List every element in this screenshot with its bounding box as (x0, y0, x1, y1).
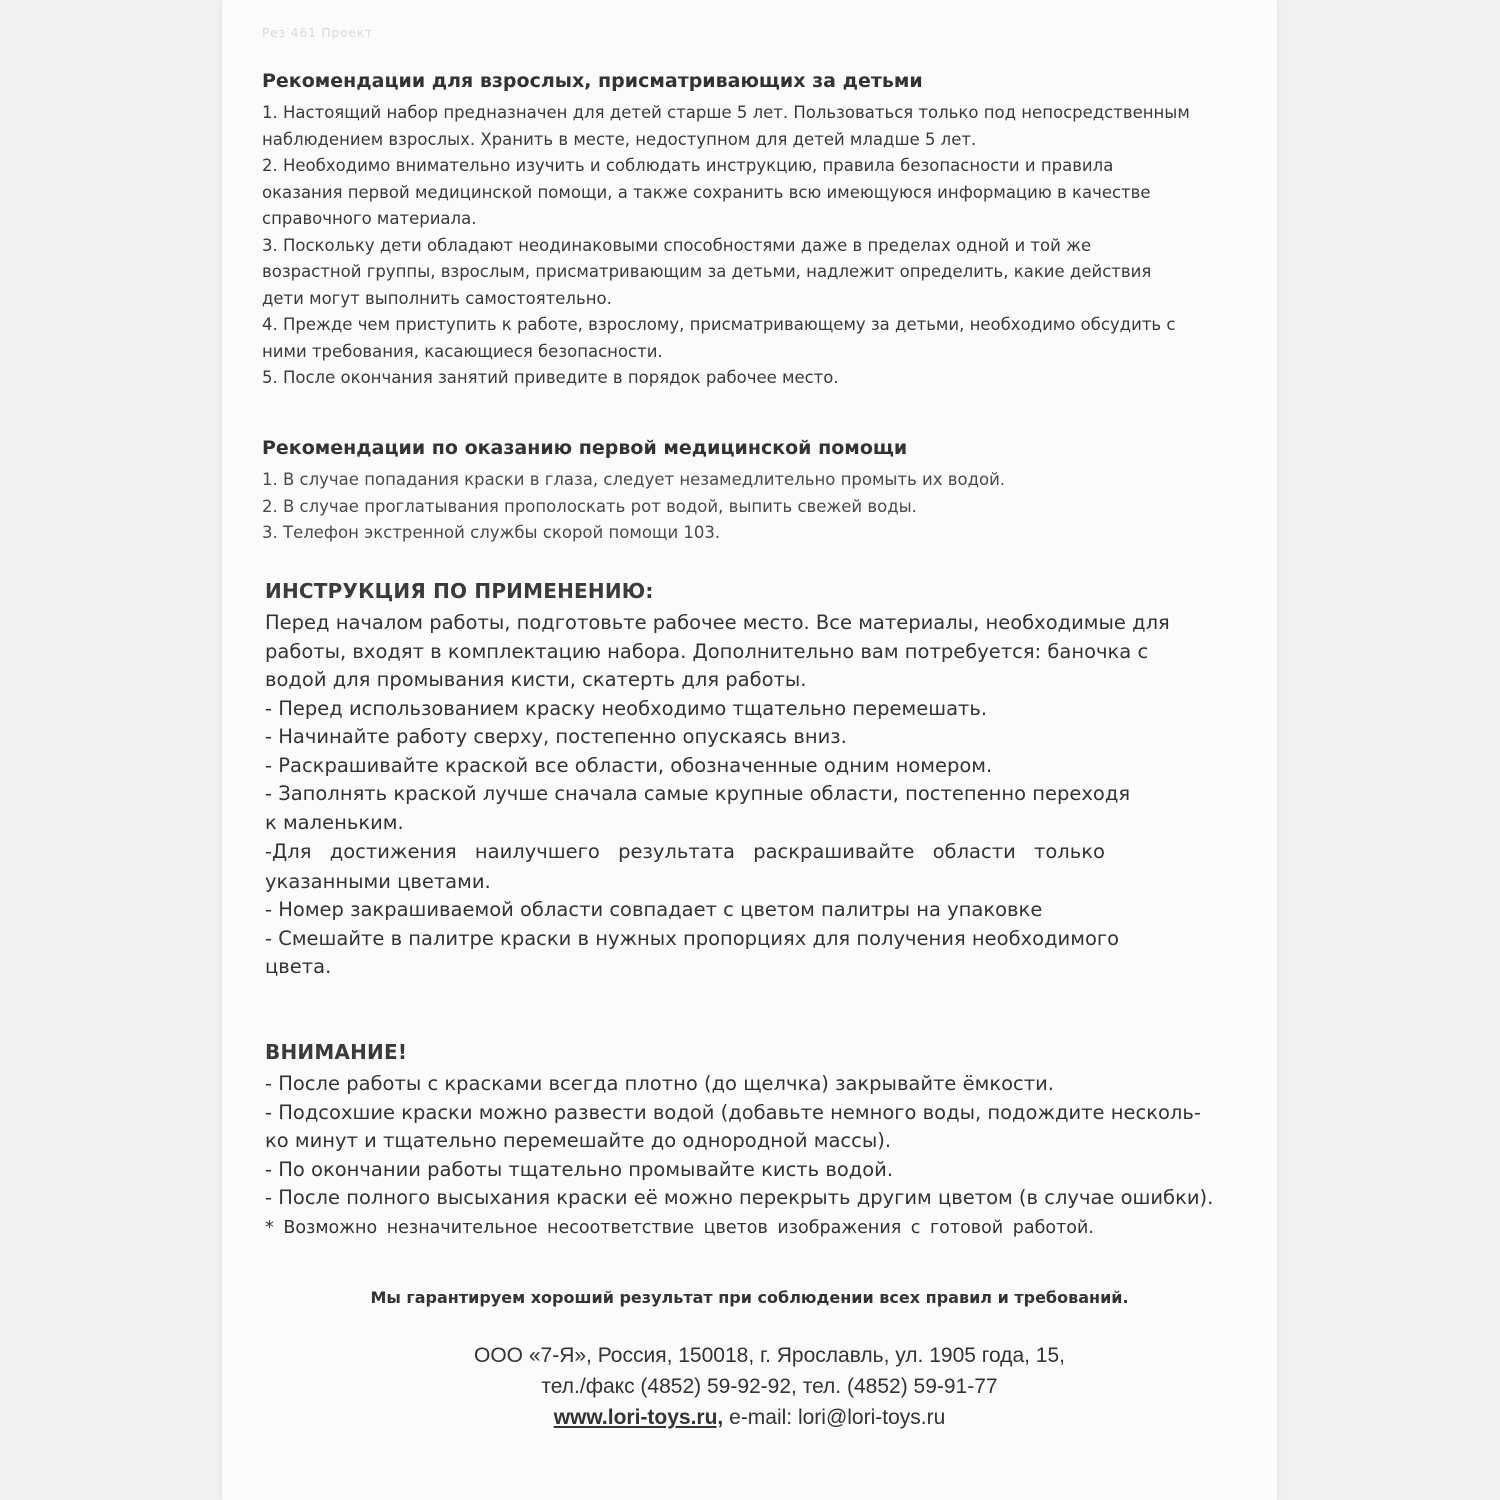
instruction-line: Перед началом работы, подготовьте рабочее место. Все материалы, необходимые для (265, 611, 1170, 634)
footer-contacts (222, 1402, 1277, 1433)
first-aid-line: 1. В случае попадания краски в глаза, следует незамедлительно промыть их водой. (262, 470, 1006, 489)
instruction-word: достижения (329, 840, 457, 863)
instructions-text-a (265, 609, 1235, 837)
attention-line: - После полного высыхания краски её можно перекрыть другим цветом (в случае ошибки). (265, 1186, 1214, 1209)
header-mark: Рез 461 Проект (262, 26, 374, 40)
instruction-line: цвета. (265, 955, 332, 978)
attention-section (265, 1040, 1235, 1243)
instruction-line: к маленьким. (265, 810, 404, 834)
adults-line: возрастной группы, взрослым, присматривающим за детьми, надлежит определить, какие действия (262, 262, 1152, 281)
instruction-word: только (1034, 840, 1105, 863)
first-aid-section (262, 437, 1232, 547)
adults-line: наблюдением взрослых. Хранить в месте, недоступном для детей младше 5 лет. (262, 129, 977, 149)
instruction-line: указанными цветами. (265, 869, 491, 893)
instructions-text-b (265, 868, 1235, 982)
website-link[interactable]: www.lori-toys.ru, (553, 1406, 724, 1429)
instruction-word: области (932, 840, 1016, 863)
adults-title: Рекомендации для взрослых, присматривающих за детьми (262, 70, 923, 92)
instruction-line: - Перед использованием краску необходимо тщательно перемешать. (265, 696, 988, 720)
instructions-justified-line (265, 837, 1105, 868)
instruction-word: раскрашивайте (753, 840, 915, 863)
attention-text (265, 1070, 1235, 1213)
adults-line: 2. Необходимо внимательно изучить и соблюдать инструкцию, правила безопасности и правила (262, 156, 1114, 175)
first-aid-title: Рекомендации по оказанию первой медицинской помощи (262, 437, 908, 459)
attention-line: - После работы с красками всегда плотно (до щелчка) закрывайте ёмкости. (265, 1072, 1054, 1095)
adults-section (262, 70, 1232, 392)
adults-line: 3. Поскольку дети обладают неодинаковыми способностями даже в пределах одной и той же (262, 235, 1092, 255)
instruction-word: -Для (265, 840, 312, 863)
instruction-word: результата (618, 840, 735, 863)
adults-line: дети могут выполнить самостоятельно. (262, 288, 612, 308)
instruction-line: - Начинайте работу сверху, постепенно опускаясь вниз. (265, 725, 847, 748)
instruction-line: - Заполнять краской лучше сначала самые крупные области, постепенно переходя (265, 782, 1131, 805)
instruction-line: работы, входят в комплектацию набора. Дополнительно вам потребуется: баночка с (265, 639, 1149, 663)
adults-line: справочного материала. (262, 209, 477, 228)
attention-line: - Подсохшие краски можно развести водой (добавьте немного воды, подождите несколь- (265, 1100, 1201, 1124)
adults-line: 4. Прежде чем приступить к работе, взрослому, присматривающему за детьми, необходимо обсудить с (262, 315, 1176, 334)
adults-text (262, 100, 1232, 392)
adults-line: 1. Настоящий набор предназначен для детей старше 5 лет. Пользоваться только под непосредственным (262, 103, 1190, 122)
footer-email: e-mail: lori@lori-toys.ru (723, 1406, 946, 1429)
adults-line: оказания первой медицинской помощи, а также сохранить всю имеющуюся информацию в качестве (262, 182, 1151, 202)
instruction-line: - Раскрашивайте краской все области, обозначенные одним номером. (265, 753, 993, 777)
instruction-word: наилучшего (474, 840, 600, 863)
instructions-section (265, 579, 1235, 982)
company-footer (222, 1340, 1277, 1433)
attention-line: ко минут и тщательно перемешайте до однородной массы). (265, 1129, 892, 1152)
first-aid-text (262, 467, 1232, 547)
attention-note: * Возможно незначительное несоответствие цветов изображения с готовой работой. (265, 1217, 1094, 1238)
first-aid-line: 2. В случае проглатывания прополоскать рот водой, выпить свежей воды. (262, 496, 917, 516)
footer-address: ООО «7-Я», Россия, 150018, г. Ярославль, ул. 1905 года, 15, (474, 1344, 1065, 1367)
footer-phones: тел./факс (4852) 59-92-92, тел. (4852) 59-91-77 (541, 1375, 998, 1398)
attention-line: - По окончании работы тщательно промывайте кисть водой. (265, 1157, 894, 1181)
adults-line: ними требования, касающиеся безопасности. (262, 341, 663, 361)
instructions-title: ИНСТРУКЦИЯ ПО ПРИМЕНЕНИЮ: (265, 579, 654, 603)
instruction-line: - Номер закрашиваемой области совпадает с цветом палитры на упаковке (265, 898, 1043, 921)
adults-line: 5. После окончания занятий приведите в порядок рабочее место. (262, 368, 839, 387)
instruction-line: водой для промывания кисти, скатерть для работы. (265, 668, 807, 691)
instruction-line: - Смешайте в палитре краски в нужных пропорциях для получения необходимого (265, 926, 1120, 950)
attention-title: ВНИМАНИЕ! (265, 1040, 408, 1064)
first-aid-line: 3. Телефон экстренной службы скорой помощи 103. (262, 523, 721, 542)
guarantee-text: Мы гарантируем хороший результат при соблюдении всех правил и требований. (370, 1288, 1129, 1307)
